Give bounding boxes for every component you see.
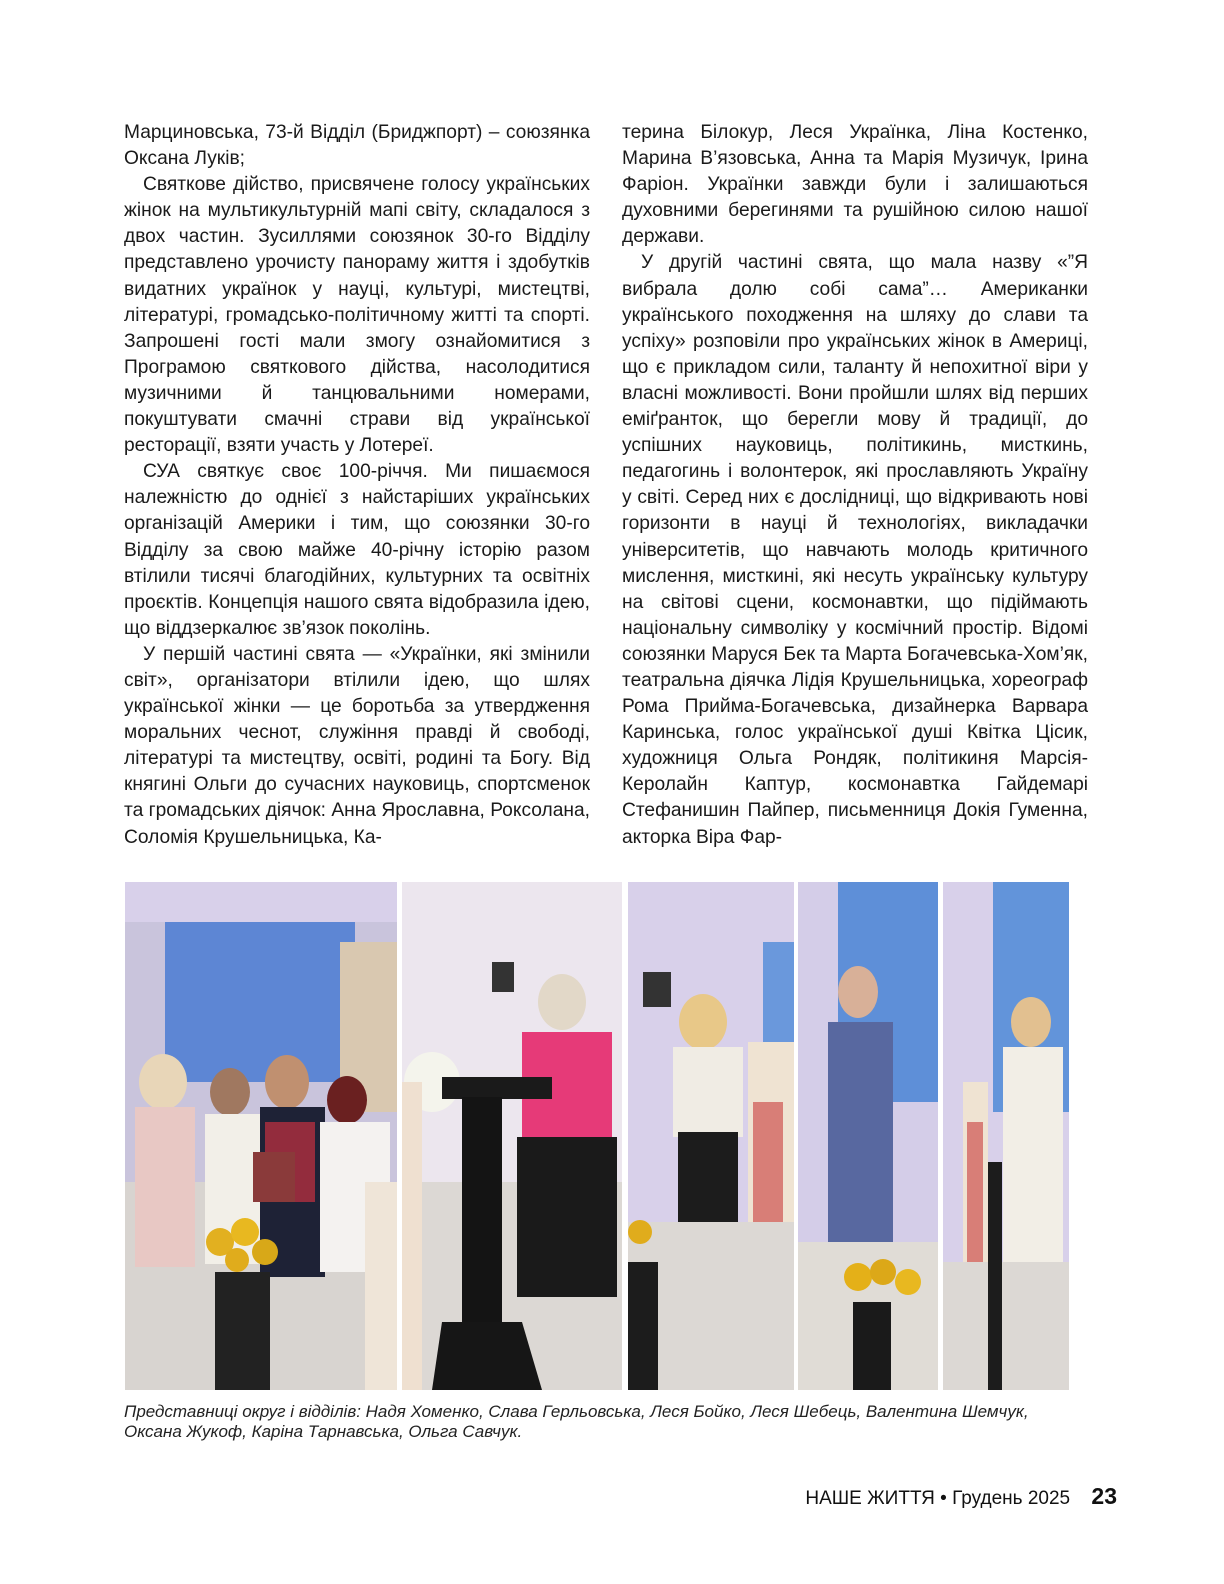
paragraph: терина Білокур, Леся Українка, Ліна Костенко, Марина В’язовська, Анна та Марія Музичук, Ірина Фаріон. Українки завжди були і залишаються духовними берегинями та рушійною силою нашої держави. [622, 122, 1088, 248]
magazine-title: НАШЕ ЖИТТЯ [805, 1488, 935, 1509]
paragraph: СУА святкує своє 100-річчя. Ми пишаємося належністю до однієї з найстаріших українських організацій Америки і тим, що союзянки 30-го Відділу за свою майже 40-річну історію разом втілили тисячі благодійних, культурних та освітніх проєктів. Концепція нашого свята відобразила ідею, що віддзеркалює зв’язок поколінь. [124, 461, 590, 639]
photo-speaker-floral-dress [798, 882, 938, 1390]
page-footer [805, 1483, 1117, 1510]
photo-caption: Представниці округ і відділів: Надя Хоменко, Слава Герльовська, Леся Бойко, Леся Шебець, Валентина Шемчук, Оксана Жукоф, Каріна Тарнавська, Ольга Савчук. [124, 1402, 1029, 1441]
photo-speaker-pink [402, 882, 622, 1390]
right-text-column [622, 120, 1088, 851]
page-number: 23 [1091, 1483, 1117, 1509]
paragraph: Святкове дійство, присвячене голосу українських жінок на мультикультурній мапі світу, складалося з двох частин. Зусиллями союзянок 30-го Відділу представлено урочисту панораму життя і здобутків видатних українок у науці, культурі, мистецтві, літературі, громадсько-політичному житті та спорті. Запрошені гості мали змогу ознайомитися з Програмою святкового дійства, насолодитися музичними й танцювальними номерами, покуштувати смачні страви від української ресторації, взяти участь у Лотереї. [124, 174, 590, 457]
issue-date: Грудень 2025 [952, 1488, 1071, 1509]
paragraph: Марциновська, 73-й Відділ (Бриджпорт) – союзянка Оксана Луків; [124, 122, 590, 170]
photo-group-of-women [125, 882, 397, 1390]
left-text-column [124, 120, 590, 851]
photo-collage [125, 882, 1069, 1390]
photo-speaker-podium [943, 882, 1069, 1390]
paragraph: У другій частині свята, що мала назву «”Я вибрала долю собі сама”… Американки українського походження на шляху до слави та успіху» розповіли про українських жінок в Америці, що є прикладом сили, таланту й непохитної віри у власні можливості. Вони пройшли шлях від перших еміґранток, що берегли мову й традиції, до успішних науковиць, політикинь, мисткинь, педагогинь і волонтерок, які прославляють Україну у світі. Серед них є дослідниці, що відкривають нові горизонти в науці й технологіях, викладачки університетів, що навчають молодь критичного мислення, мисткині, які несуть українську культуру на світові сцени, космонавтки, що підіймають національну символіку у космічний простір. Відомі союзянки Маруся Бек та Марта Богачевська-Хом’як, театральна діячка Лідія Крушельницька, хореограф Рома Прийма-Богачевська, дизайнерка Варвара Каринська, голос української душі Квітка Цісик, художниця Ольга Рондяк, політикиня Марсія-Керолайн Каптур, космонавтка Гайдемарі Стефанишин Пайпер, письменниця Докія Гуменна, акторка Віра Фар- [622, 252, 1088, 848]
paragraph: У першій частині свята — «Українки, які змінили світ», організатори втілили ідею, що шлях української жінки — це боротьба за утвердження моральних чеснот, служіння правді й свободі, літературі та мистецтву, освіті, родині та Богу. Від княгині Ольги до сучасних науковиць, спортсменок та громадських діячок: Анна Ярославна, Роксолана, Соломія Крушельницька, Ка- [124, 643, 590, 848]
photo-speaker-microphone [628, 882, 794, 1390]
footer-separator: • [940, 1488, 947, 1509]
